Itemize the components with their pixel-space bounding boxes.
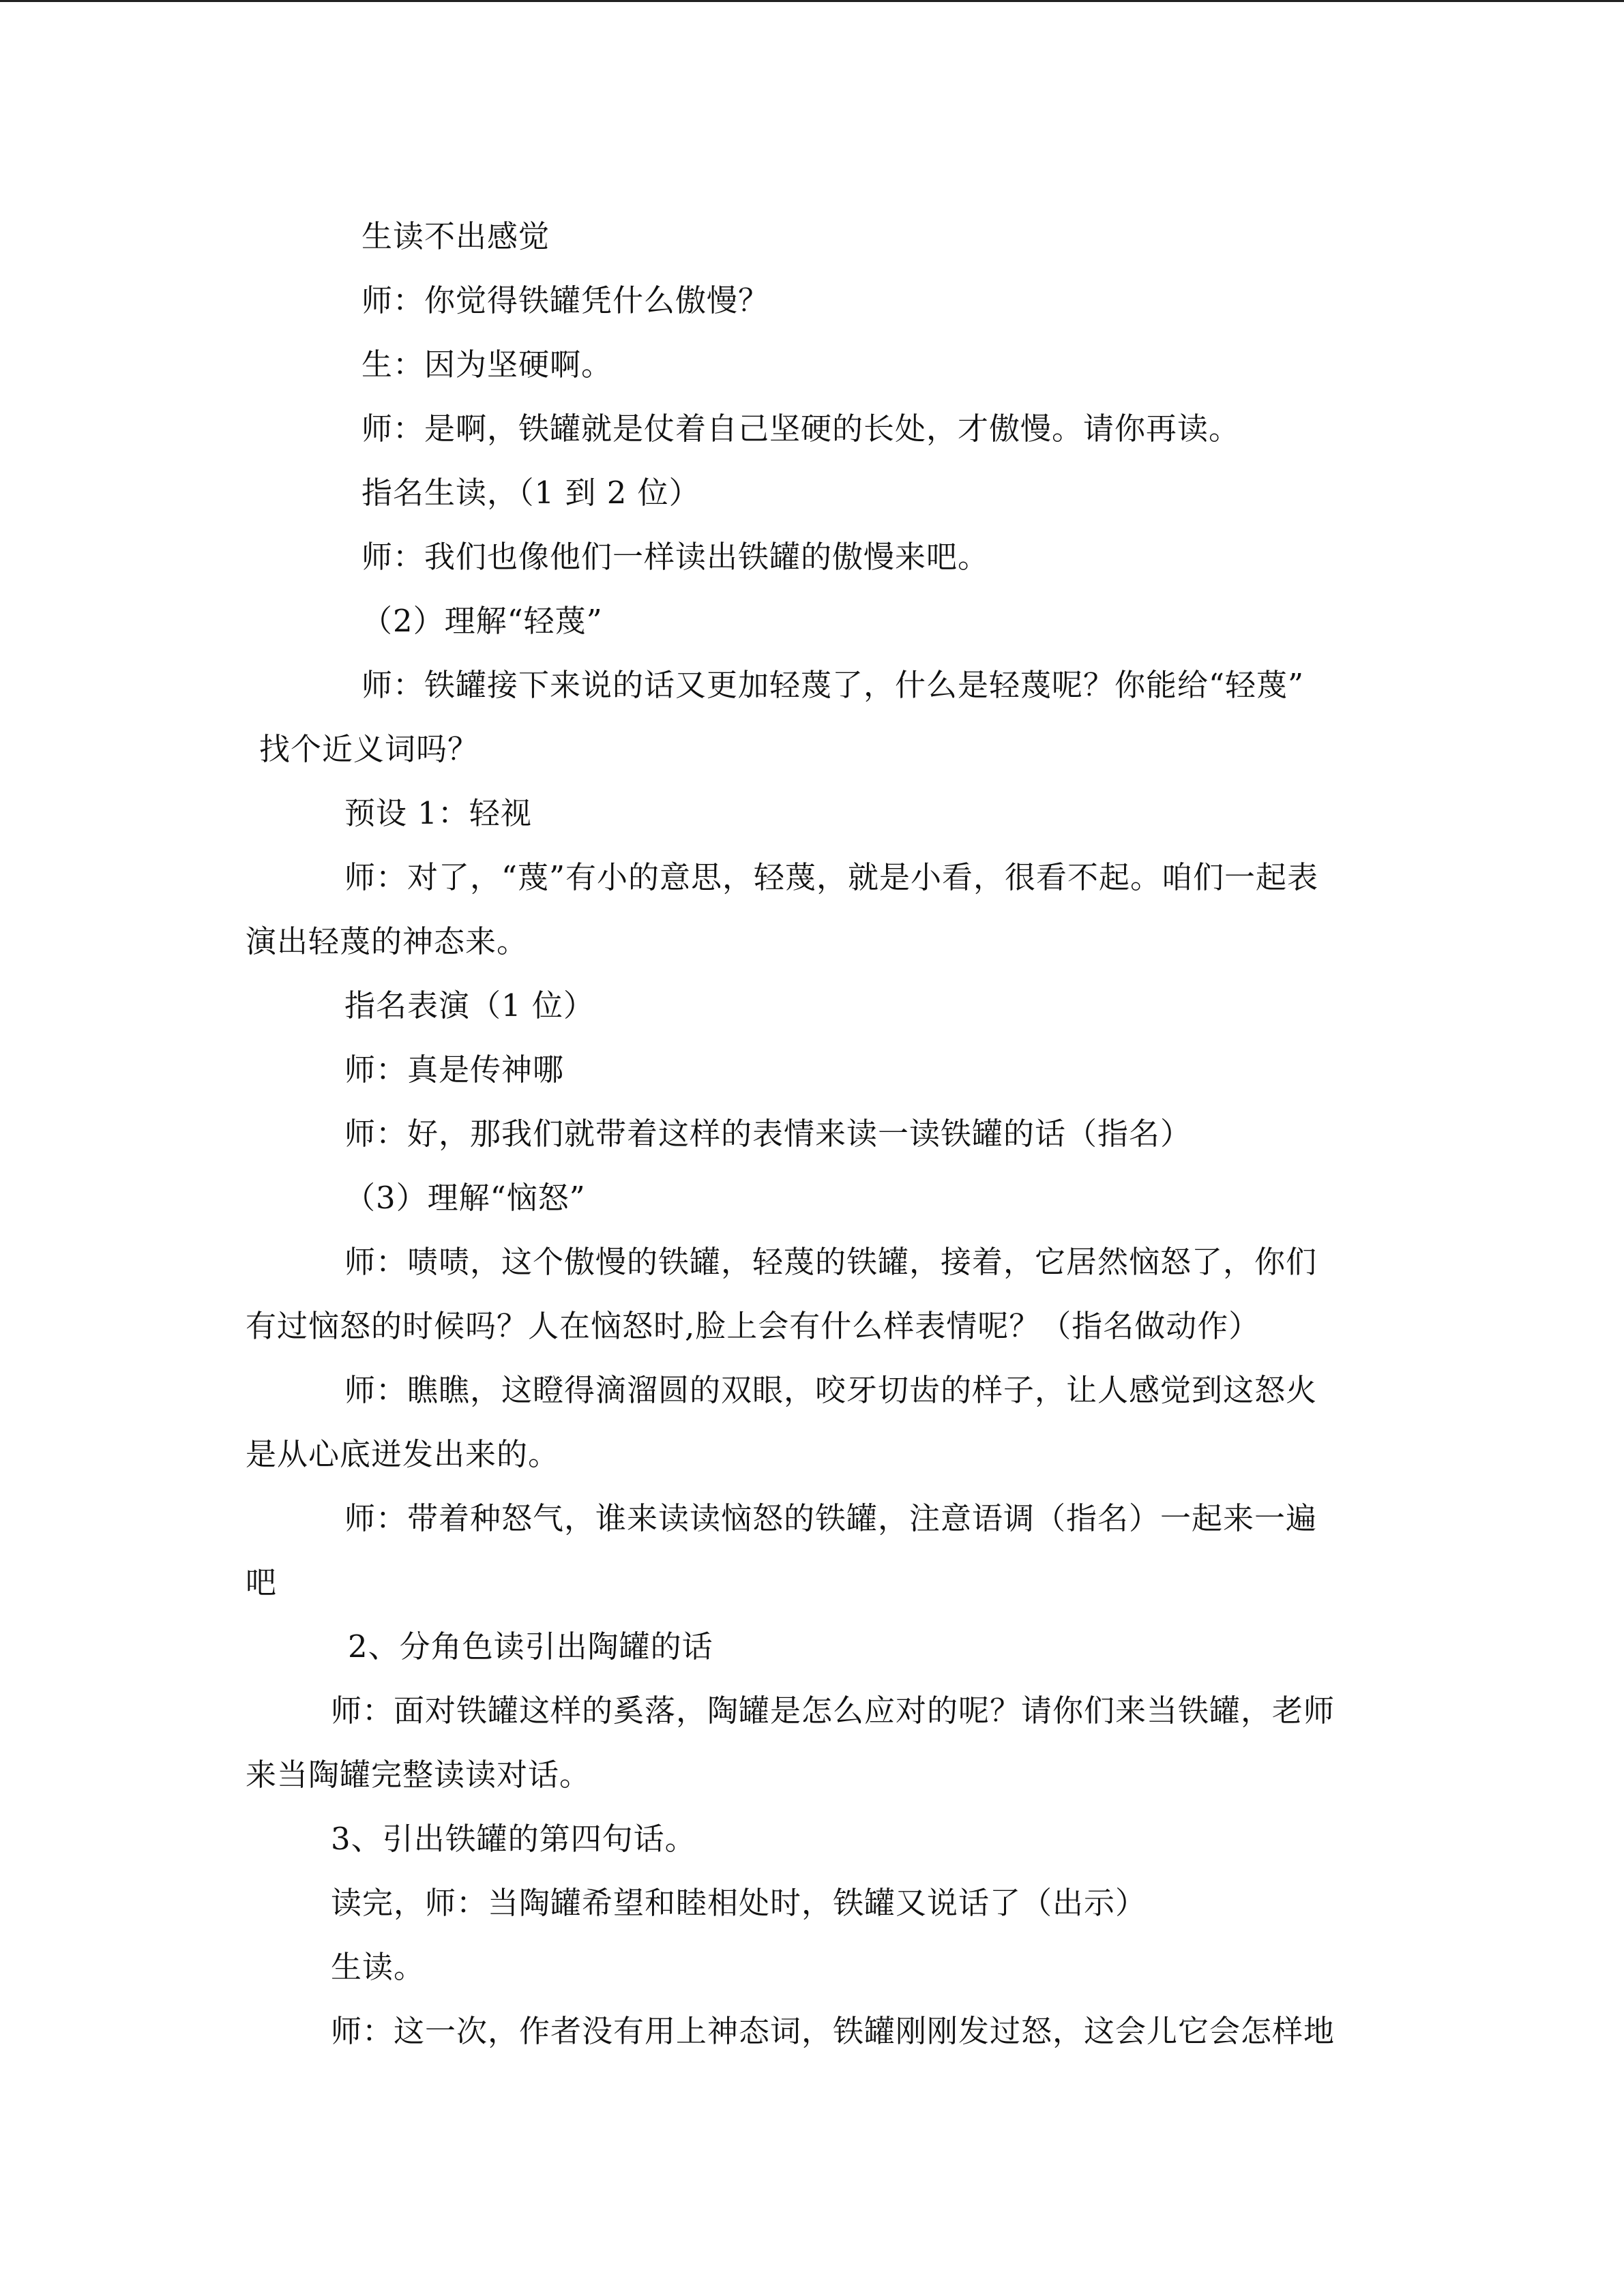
text-line: 演出轻蔑的神态来。 xyxy=(246,923,529,959)
text-line: 师：瞧瞧，这瞪得滴溜圆的双眼，咬牙切齿的样子，让人感觉到这怒火 xyxy=(344,1372,1318,1408)
text-line: 来当陶罐完整读读对话。 xyxy=(246,1757,591,1793)
text-line: 师：好，那我们就带着这样的表情来读一读铁罐的话（指名） xyxy=(344,1116,1192,1152)
text-line: 预设 1：轻视 xyxy=(344,795,532,831)
text-line: 师：我们也像他们一样读出铁罐的傲慢来吧。 xyxy=(361,539,990,575)
text-line: 有过恼怒的时候吗？人在恼怒时,脸上会有什么样表情呢？（指名做动作） xyxy=(246,1308,1260,1344)
text-line: 读完，师：当陶罐希望和睦相处时，铁罐又说话了（出示） xyxy=(331,1885,1147,1921)
text-line: 师：是啊，铁罐就是仗着自己坚硬的长处，才傲慢。请你再读。 xyxy=(361,411,1241,447)
text-line: 师：对了，“蔑”有小的意思，轻蔑，就是小看，很看不起。咱们一起表 xyxy=(344,859,1319,895)
text-line: 师：这一次，作者没有用上神态词，铁罐刚刚发过怒，这会儿它会怎样地 xyxy=(331,2013,1335,2049)
section-heading: （2）理解“轻蔑” xyxy=(361,603,603,639)
text-line: 生读不出感觉 xyxy=(361,218,550,254)
section-heading: （3）理解“恼怒” xyxy=(344,1180,586,1216)
text-line: 师：面对铁罐这样的奚落，陶罐是怎么应对的呢？请你们来当铁罐，老师 xyxy=(331,1693,1335,1729)
section-heading: 2、分角色读引出陶罐的话 xyxy=(348,1628,713,1665)
document-body xyxy=(246,205,1378,2063)
text-line: 师：真是传神哪 xyxy=(344,1052,565,1088)
text-line: 师：带着种怒气，谁来读读恼怒的铁罐，注意语调（指名）一起来一遍 xyxy=(344,1500,1318,1536)
text-line: 吧 xyxy=(246,1564,278,1600)
text-line: 指名表演（1 位） xyxy=(344,987,595,1024)
text-line: 是从心底迸发出来的。 xyxy=(246,1436,560,1472)
section-heading: 3、引出铁罐的第四句话。 xyxy=(331,1821,696,1857)
text-line: 指名生读，（1 到 2 位） xyxy=(361,475,700,511)
text-line: 师：铁罐接下来说的话又更加轻蔑了，什么是轻蔑呢？你能给“轻蔑” xyxy=(361,667,1305,703)
text-line: 师：啧啧，这个傲慢的铁罐，轻蔑的铁罐，接着，它居然恼怒了，你们 xyxy=(344,1244,1318,1280)
text-line: 生读。 xyxy=(331,1949,426,1985)
text-line: 师：你觉得铁罐凭什么傲慢？ xyxy=(361,282,770,318)
text-line: 找个近义词吗？ xyxy=(259,731,479,767)
top-border xyxy=(0,0,1624,2)
text-line: 生：因为坚硬啊。 xyxy=(361,346,613,383)
